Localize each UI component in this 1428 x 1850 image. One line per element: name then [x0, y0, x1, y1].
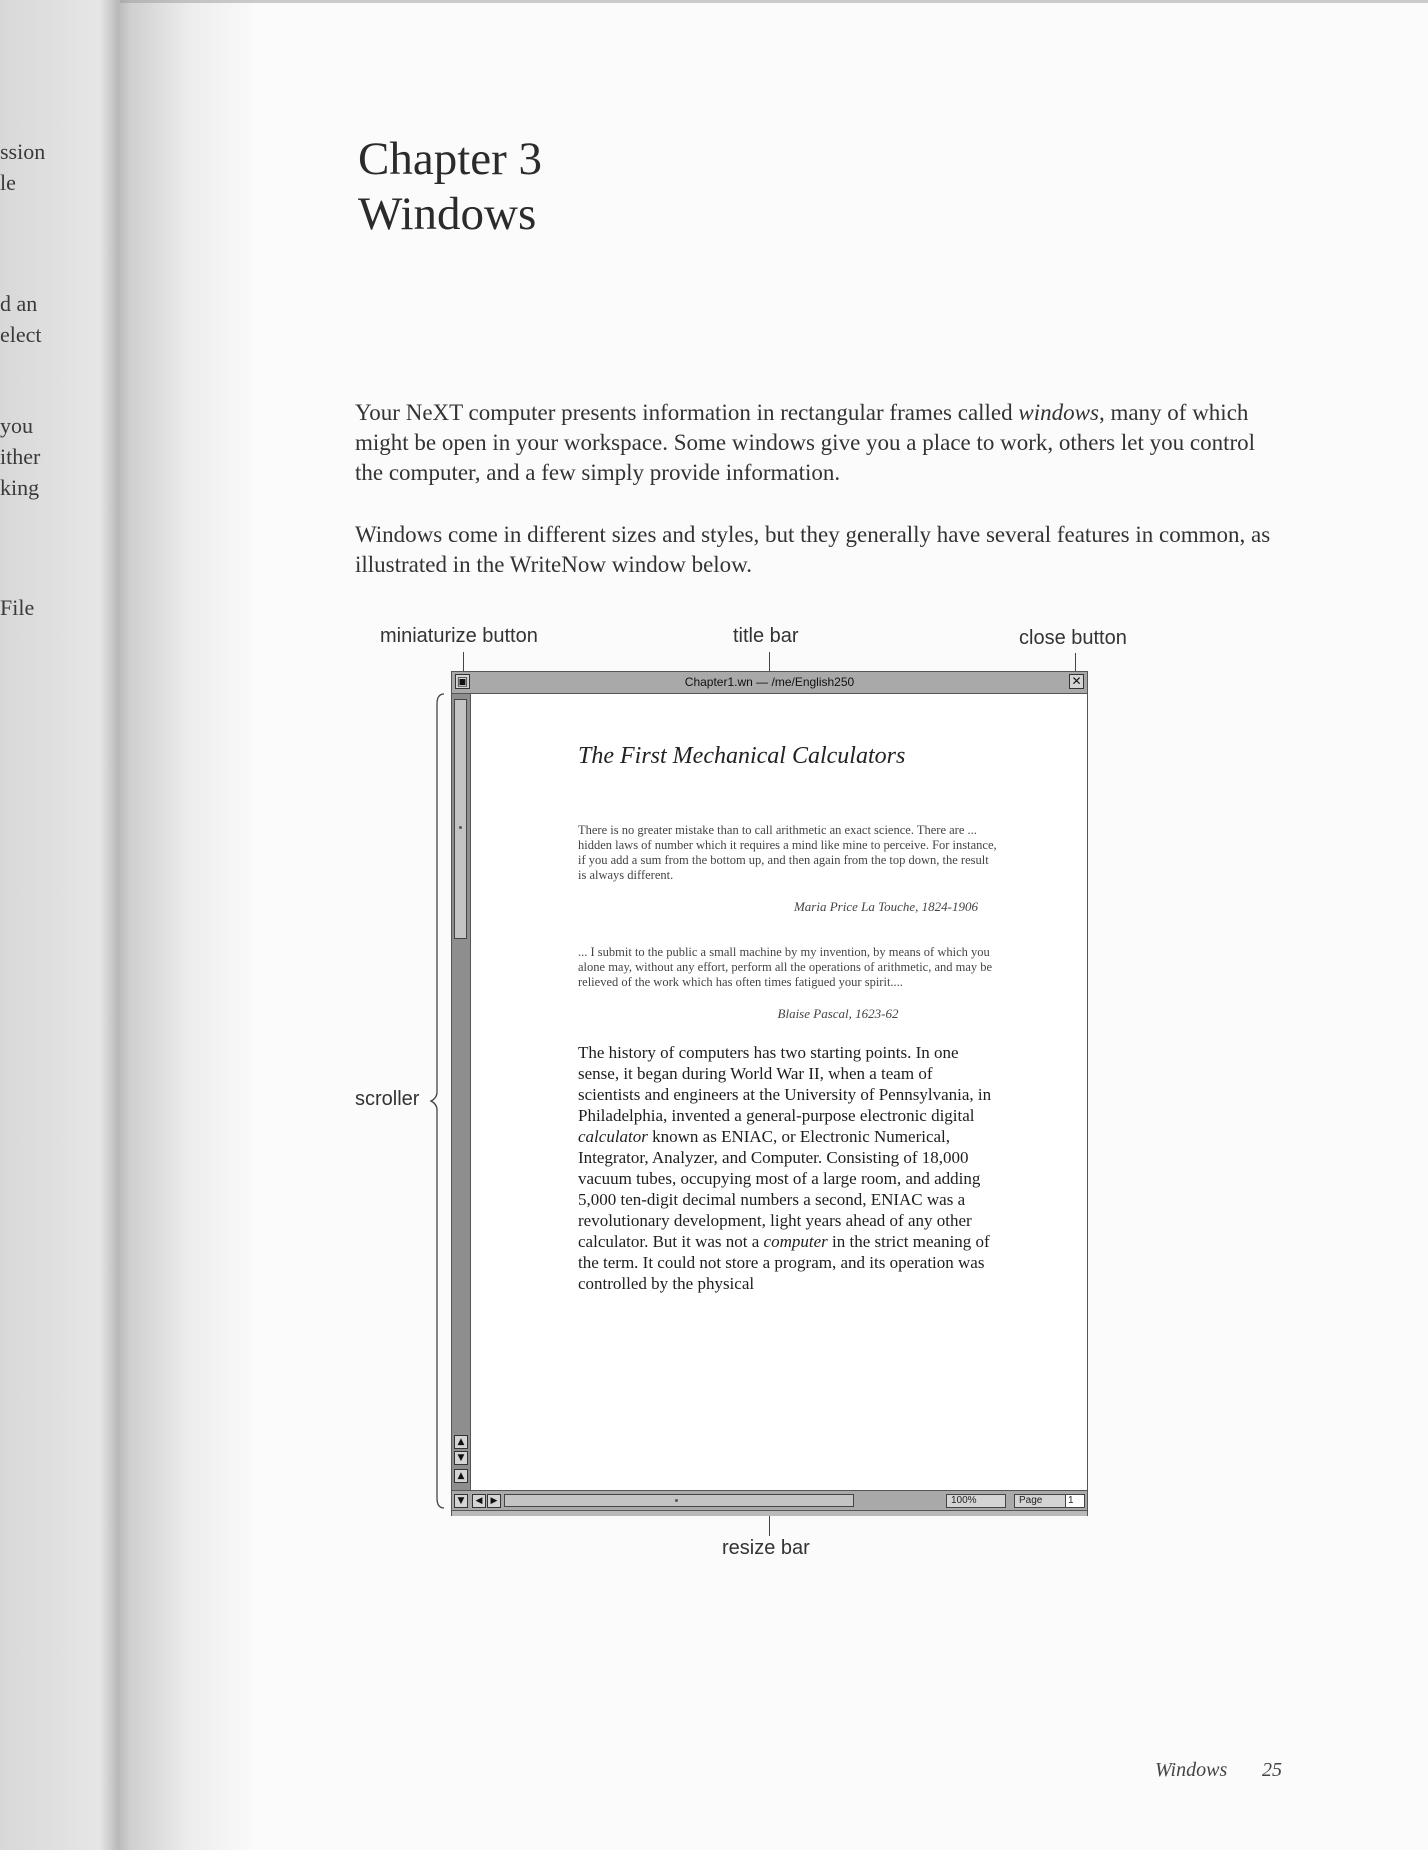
body-text-part: The history of computers has two starting points. In one sense, it began during World War II, when a team of scientists and engineers at the University of Pennsylvania, in Philadelphia, invented a general-purpose electronic digital	[578, 1043, 992, 1125]
chapter-title: Windows	[358, 188, 537, 240]
page-top-edge	[120, 0, 1428, 3]
page-number: 25	[1262, 1759, 1282, 1781]
window-title-bar[interactable]	[452, 672, 1087, 694]
vertical-scroll-knob[interactable]	[454, 699, 467, 939]
quote-latouche: There is no greater mistake than to call arithmetic an exact science. There are ... hidden laws of number which it requires a mind like mine to perceive. For instance, if you add a sum from the bottom up, and then again from the top down, the result is always different.	[578, 823, 997, 882]
knob-dimple	[675, 1499, 678, 1502]
page-up-arrow-icon[interactable]: ▲	[454, 1469, 468, 1483]
attribution-latouche: Maria Price La Touche, 1824-1906	[793, 899, 978, 914]
intro-emphasis: windows	[1018, 400, 1099, 425]
vertical-scroller-callout: scroller	[355, 1088, 420, 1110]
document-content[interactable]	[578, 742, 998, 1294]
close-button-callout: close button	[1019, 627, 1127, 649]
resize-bar-callout: resize bar	[722, 1537, 810, 1559]
running-footer-title: Windows	[1155, 1759, 1228, 1781]
chapter-heading	[358, 132, 542, 242]
book-gutter-shadow	[0, 0, 260, 1850]
intro-text-continued: , many of which might be open in your workspace. Some windows give you a place to work, others let you control the computer, and a few simply provide information.	[355, 400, 1256, 485]
body-text-part: known as ENIAC, or Electronic Numerical, Integrator, Analyzer, and Computer. Consisting of 18,000 vacuum tubes, occupying most of a large room, and adding 5,000 ten-digit decimal numbers a second, ENIAC was a revolutionary development, light years ahead of any other calculator. But it was not a	[578, 1127, 981, 1251]
horizontal-scroller[interactable]	[504, 1494, 854, 1507]
writenow-window	[451, 671, 1088, 1516]
scroll-up-arrow-icon[interactable]: ▲	[454, 1435, 468, 1449]
vertical-scroller[interactable]	[452, 694, 471, 1490]
features-paragraph: Windows come in different sizes and styles, but they generally have several features in common, as illustrated in the WriteNow window below.	[355, 522, 1271, 577]
window-title: Chapter1.wn — /me/English250	[684, 675, 855, 689]
page-down-arrow-icon[interactable]: ▼	[454, 1494, 468, 1508]
horizontal-scroll-bar	[452, 1490, 1087, 1511]
page-number-field[interactable]: 1	[1065, 1494, 1085, 1508]
body-emphasis: computer	[763, 1232, 828, 1251]
previous-page-fragment: elect	[0, 322, 42, 347]
previous-page-fragment: you	[0, 413, 33, 438]
quote-pascal: ... I submit to the public a small machine by my invention, by means of which you alone may, without any effort, perform all the operations of arithmetic, and may be relieved of the work which has often times fatigued your spirit....	[578, 945, 993, 989]
miniaturize-button[interactable]: ▣	[456, 674, 469, 688]
intro-text: Your NeXT computer presents information in rectangular frames called	[355, 400, 1019, 425]
page-label: Page	[1014, 1494, 1072, 1508]
vertical-scroller-bracket	[428, 692, 450, 1510]
previous-page-fragment: king	[0, 475, 40, 500]
previous-page-fragment: d an	[0, 291, 38, 316]
scroll-right-arrow-icon[interactable]: ▶	[487, 1494, 501, 1508]
body-emphasis: calculator	[578, 1127, 648, 1146]
previous-page-fragment: File	[0, 595, 35, 620]
zoom-selector[interactable]: 100%	[946, 1494, 1006, 1508]
body-text-part: in the strict meaning of the term. It could not store a program, and its operation was controlled by the physical	[578, 1232, 990, 1293]
title-bar-callout: title bar	[733, 625, 799, 647]
previous-page-fragment: ither	[0, 444, 41, 469]
previous-page-fragment: ssion	[0, 139, 46, 164]
intro-paragraph	[355, 398, 1285, 488]
document-title: The First Mechanical Calculators	[578, 743, 906, 769]
scroll-left-arrow-icon[interactable]: ◀	[472, 1494, 486, 1508]
miniaturize-button-callout: miniaturize button	[380, 625, 538, 647]
resize-bar-leader-line	[769, 1514, 770, 1536]
chapter-number: Chapter 3	[358, 133, 543, 185]
knob-dimple	[459, 826, 462, 829]
scroll-down-arrow-icon[interactable]: ▼	[454, 1451, 468, 1465]
close-button[interactable]: ✕	[1069, 674, 1084, 689]
attribution-pascal: Blaise Pascal, 1623-62	[777, 1006, 899, 1021]
resize-bar[interactable]	[452, 1510, 1087, 1516]
previous-page-fragment: le	[0, 170, 16, 195]
document-body	[578, 1042, 998, 1294]
